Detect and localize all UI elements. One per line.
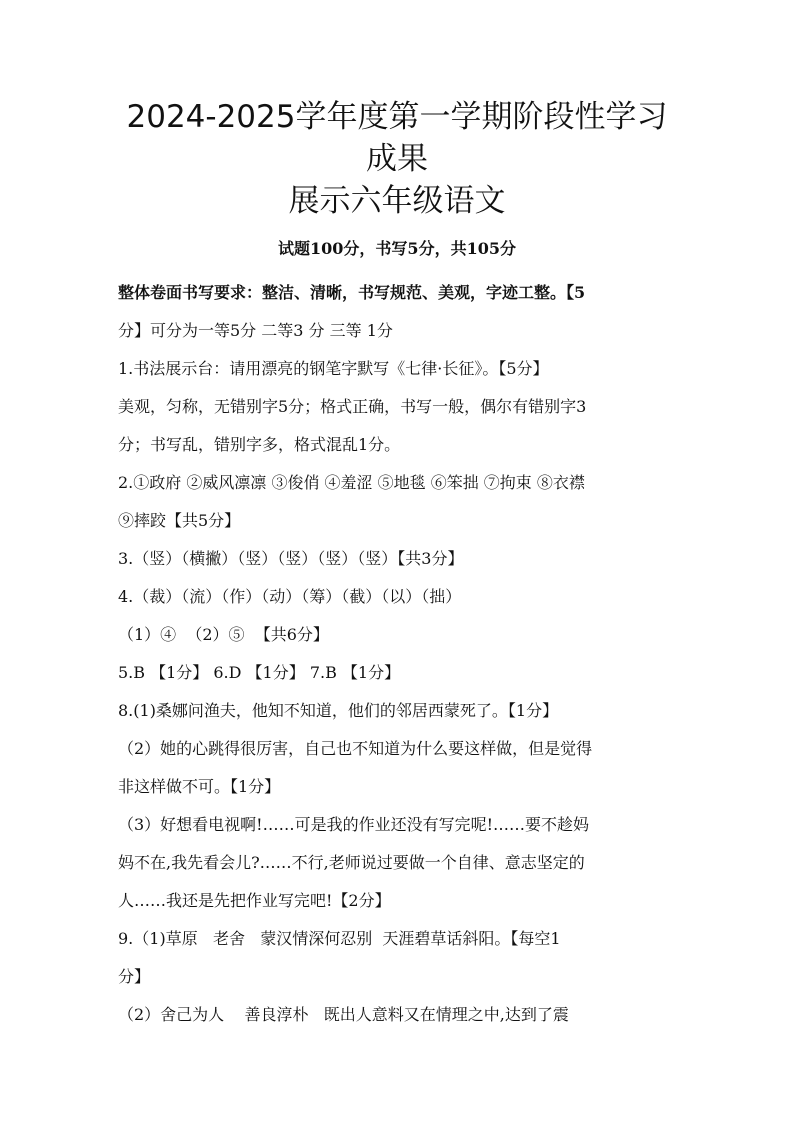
answer-4-cont: （1）④ （2）⑤ 【共6分】 — [118, 625, 329, 644]
answer-3: 3.（竖）（横撇）（竖）（竖）（竖）（竖）【共3分】 — [118, 549, 464, 568]
answer-key-body — [118, 274, 676, 1034]
answer-8-3-end: 人……我还是先把作业写完吧!【2分】 — [118, 891, 391, 910]
answer-8-3: （3）好想看电视啊!……可是我的作业还没有写完呢!……要不趁妈 — [118, 815, 590, 834]
answer-8-3-cont: 妈不在,我先看会儿?……不行,老师说过要做一个自律、意志坚定的 — [118, 853, 585, 872]
answer-2-cont: ⑨摔跤【共5分】 — [118, 511, 241, 530]
answer-8-2-cont: 非这样做不可。【1分】 — [118, 777, 281, 796]
answer-9-1: 9.（1)草原 老舍 蒙汉情深何忍别 天涯碧草话斜阳。【每空1 — [118, 929, 561, 948]
answer-9-2: （2）舍己为人 善良淳朴 既出人意料又在情理之中,达到了震 — [118, 1005, 569, 1024]
document-title — [118, 96, 676, 222]
answer-1-criteria-cont: 分；书写乱，错别字多，格式混乱1分。 — [118, 435, 401, 454]
title-line-2: 展示六年级语文 — [288, 183, 506, 219]
answer-5-7: 5.B 【1分】 6.D 【1分】 7.B 【1分】 — [118, 663, 401, 682]
answer-1-criteria: 美观，匀称，无错别字5分；格式正确，书写一般，偶尔有错别字3 — [118, 397, 587, 416]
answer-8-1: 8.(1)桑娜问渔夫，他知不知道，他们的邻居西蒙死了。【1分】 — [118, 701, 559, 720]
answer-4: 4.（裁）（流）（作）（动）（筹）（截）（以）（拙） — [118, 587, 462, 606]
score-summary: 试题100分，书写5分，共105分 — [278, 239, 516, 258]
handwriting-grading: 分】可分为一等5分 二等3 分 三等 1分 — [118, 321, 393, 340]
answer-2: 2.①政府 ②威风凛凛 ③俊俏 ④羞涩 ⑤地毯 ⑥笨拙 ⑦拘束 ⑧衣襟 — [118, 473, 585, 492]
answer-8-2: （2）她的心跳得很厉害，自己也不知道为什么要这样做，但是觉得 — [118, 739, 593, 758]
handwriting-requirement: 整体卷面书写要求：整洁、清晰，书写规范、美观，字迹工整。【5 — [118, 283, 586, 302]
title-line-1: 2024-2025学年度第一学期阶段性学习成果 — [126, 99, 668, 177]
answer-1-question: 1.书法展示台：请用漂亮的钢笔字默写《七律·长征》。【5分】 — [118, 359, 549, 378]
answer-9-1-cont: 分】 — [118, 967, 151, 986]
